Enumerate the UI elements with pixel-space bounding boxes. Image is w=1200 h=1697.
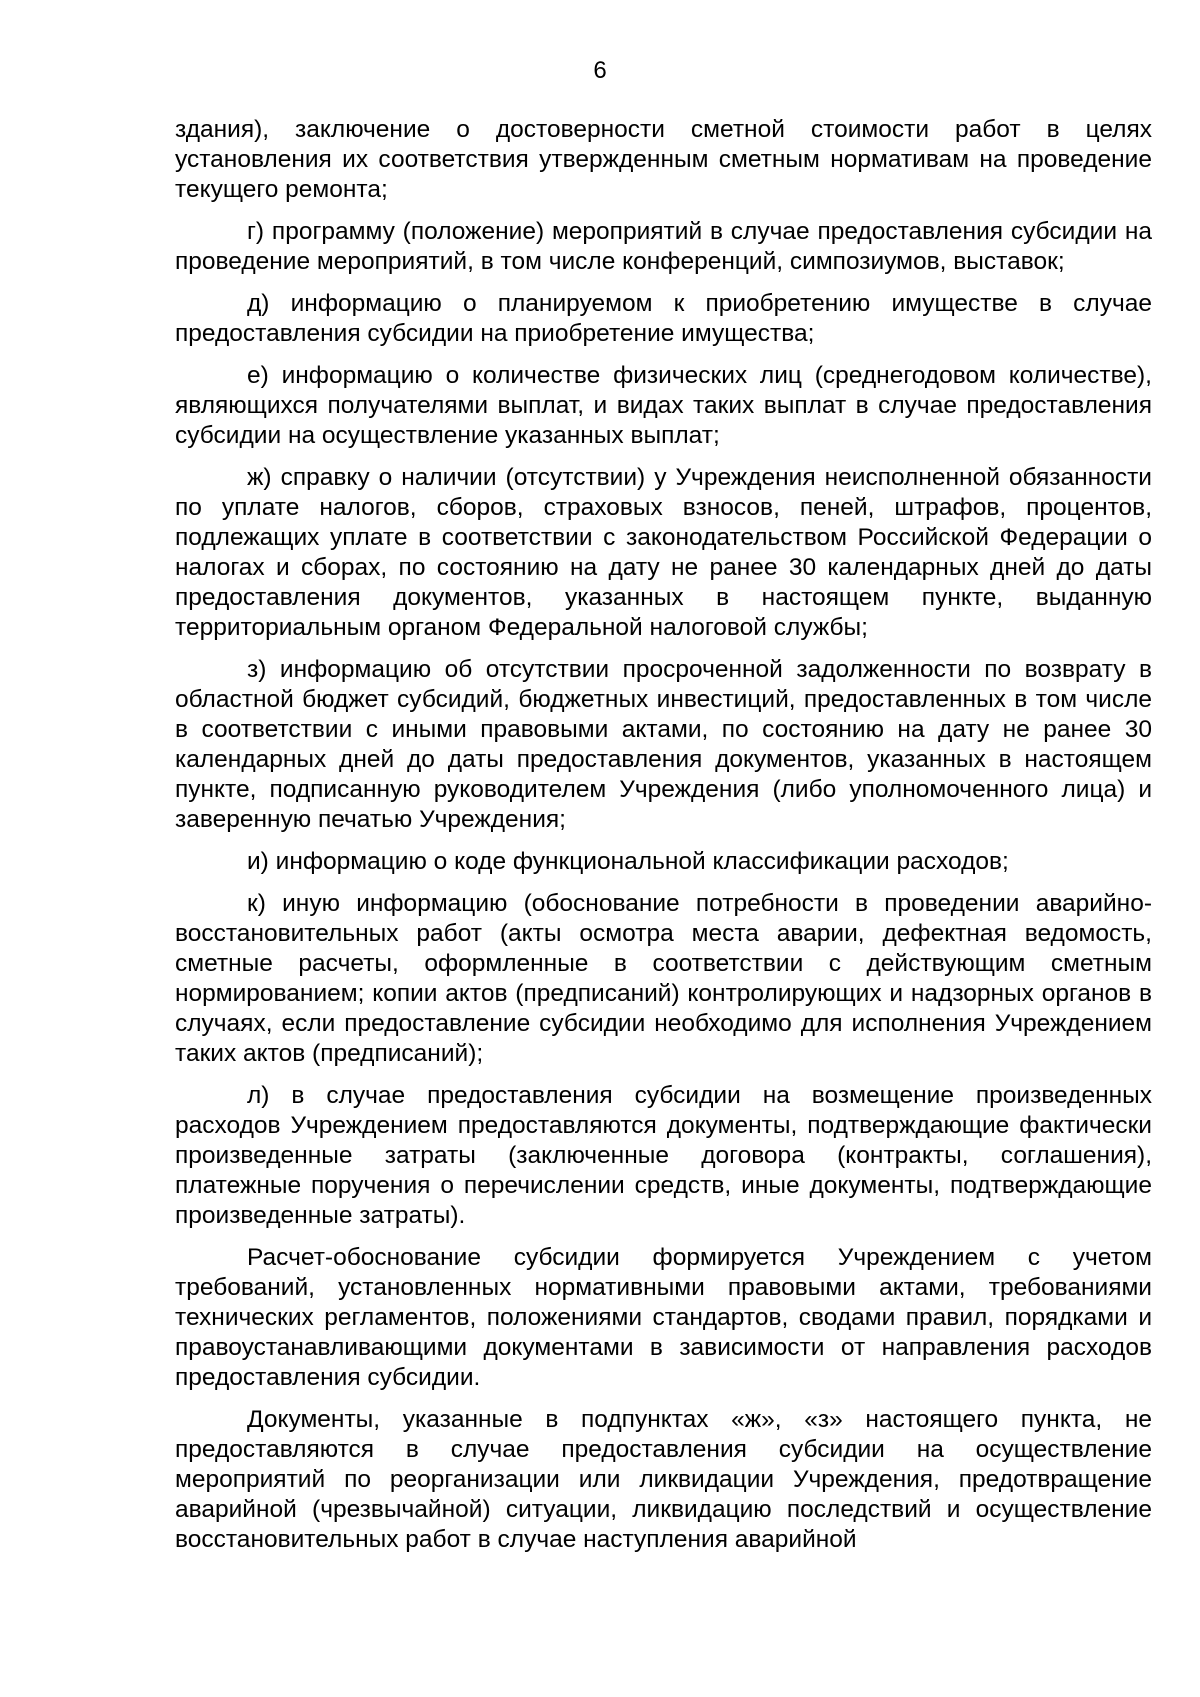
paragraph-subsidy-calculation: Расчет-обоснование субсидии формируется Учреждением с учетом требований, установленных нормативными правовыми актами, требованиями технических регламентов, положениями стандартов, сводами правил, порядками и правоустанавливающими документами в зависимости от направления расходов предоставления субсидии. bbox=[175, 1244, 1152, 1391]
paragraph-item-z: з) информацию об отсутствии просроченной задолженности по возврату в областной бюджет субсидий, бюджетных инвестиций, предоставленных в том числе в соответствии с иными правовыми актами, по состоянию на дату не ранее 30 календарных дней до даты предоставления документов, указанных в настоящем пункте, подписанную руководителем Учреждения (либо уполномоченного лица) и заверенную печатью Учреждения; bbox=[175, 656, 1152, 833]
paragraph-item-l: л) в случае предоставления субсидии на возмещение произведенных расходов Учреждением предоставляются документы, подтверждающие фактически произведенные затраты (заключенные договора (контракты, соглашения), платежные поручения о перечислении средств, иные документы, подтверждающие произведенные затраты). bbox=[175, 1082, 1152, 1229]
paragraph-item-zh: ж) справку о наличии (отсутствии) у Учреждения неисполненной обязанности по уплате налогов, сборов, страховых взносов, пеней, штрафов, процентов, подлежащих уплате в соответствии с законодательством Российской Федерации о налогах и сборах, по состоянию на дату не ранее 30 календарных дней до даты предоставления документов, указанных в настоящем пункте, выданную территориальным органом Федеральной налоговой службы; bbox=[175, 464, 1152, 641]
paragraph-item-d: д) информацию о планируемом к приобретению имуществе в случае предоставления субсидии на приобретение имущества; bbox=[175, 290, 1152, 347]
paragraph-documents-exemption: Документы, указанные в подпунктах «ж», «з» настоящего пункта, не предоставляются в случае предоставления субсидии на осуществление мероприятий по реорганизации или ликвидации Учреждения, предотвращение аварийной (чрезвычайной) ситуации, ликвидацию последствий и осуществление восстановительных работ в случае наступления аварийной bbox=[175, 1406, 1152, 1553]
paragraph-item-k: к) иную информацию (обоснование потребности в проведении аварийно-восстановительных работ (акты осмотра места аварии, дефектная ведомость, сметные расчеты, оформленные в соответствии с действующим сметным нормированием; копии актов (предписаний) контролирующих и надзорных органов в случаях, если предоставление субсидии необходимо для исполнения Учреждением таких актов (предписаний); bbox=[175, 890, 1152, 1067]
page-number: 6 bbox=[593, 57, 607, 84]
paragraph-item-i: и) информацию о коде функциональной классификации расходов; bbox=[247, 848, 1009, 875]
paragraph-item-e: е) информацию о количестве физических лиц (среднегодовом количестве), являющихся получателями выплат, и видах таких выплат в случае предоставления субсидии на осуществление указанных выплат; bbox=[175, 362, 1152, 449]
document-body bbox=[175, 115, 1152, 1567]
paragraph-continuation: здания), заключение о достоверности сметной стоимости работ в целях установления их соответствия утвержденным сметным нормативам на проведение текущего ремонта; bbox=[175, 116, 1152, 203]
paragraph-item-g: г) программу (положение) мероприятий в случае предоставления субсидии на проведение мероприятий, в том числе конференций, симпозиумов, выставок; bbox=[175, 218, 1152, 275]
